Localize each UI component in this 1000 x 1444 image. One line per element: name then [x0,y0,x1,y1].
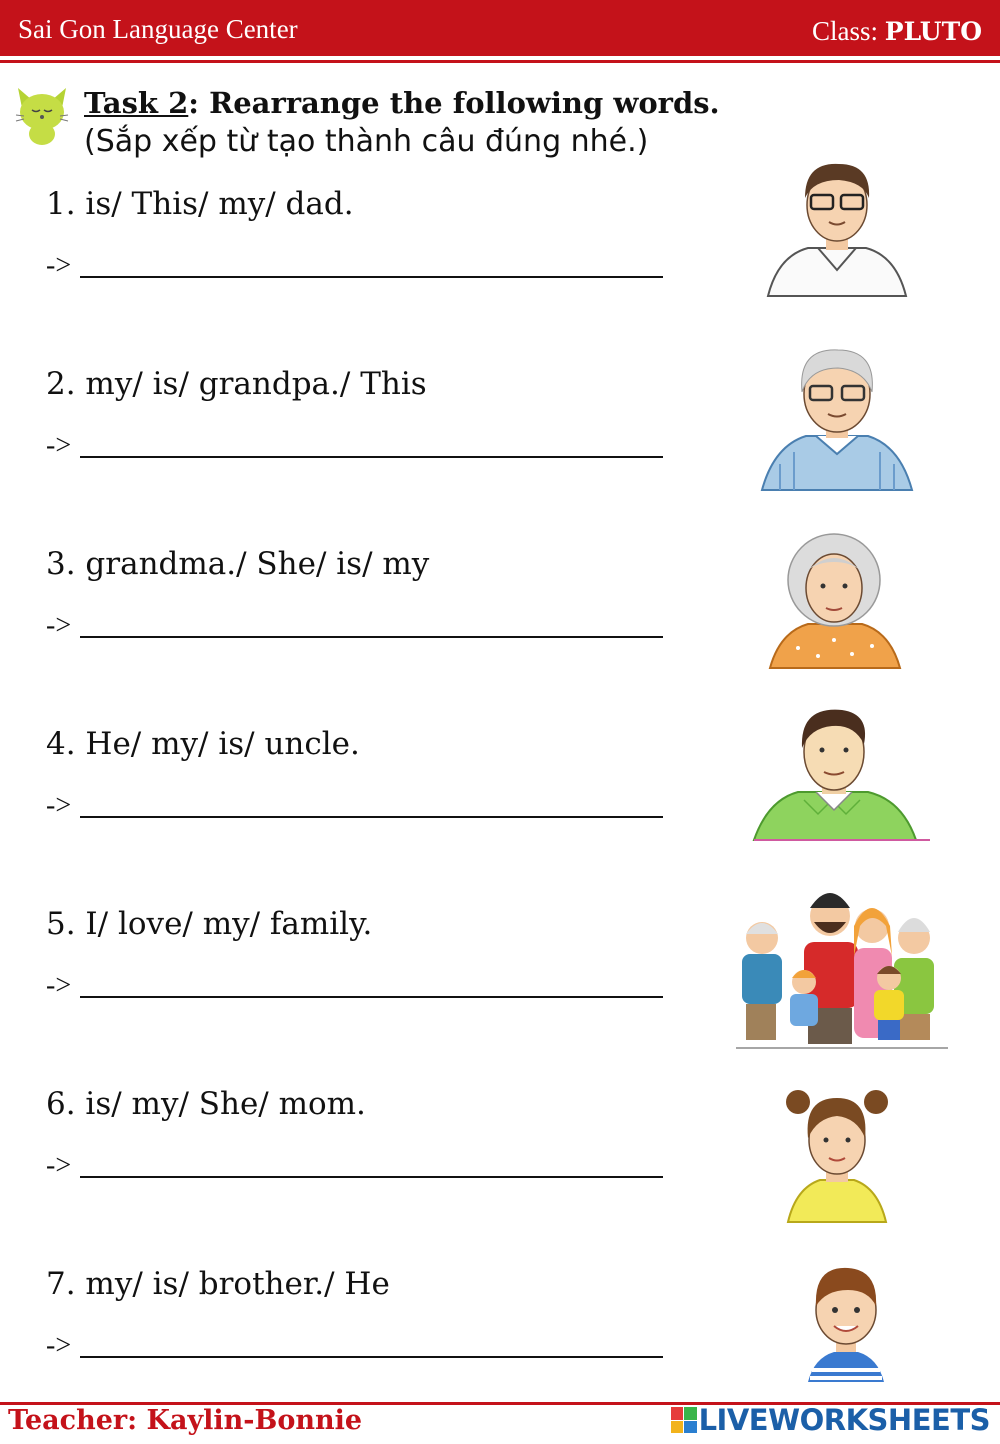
answer-line-4[interactable] [80,816,663,818]
class-prefix: Class: [812,16,885,46]
answer-line-2[interactable] [80,456,663,458]
question-5: 5. I/ love/ my/ family. [46,906,373,942]
answer-arrow-2: -> [46,430,72,461]
task-instruction: : Rearrange the following words. [188,86,720,120]
task-title [84,86,720,120]
answer-arrow-7: -> [46,1330,72,1361]
teacher-name: Teacher: Kaylin-Bonnie [8,1405,363,1436]
answer-arrow-1: -> [46,250,72,281]
answer-line-6[interactable] [80,1176,663,1178]
question-3: 3. grandma./ She/ is/ my [46,546,430,582]
answer-line-7[interactable] [80,1356,663,1358]
header-bar [0,0,1000,56]
liveworksheets-text: LIVEWORKSHEETS [698,1403,990,1437]
task-subtitle: (Sắp xếp từ tạo thành câu đúng nhé.) [84,124,649,159]
uncle-icon [752,704,932,844]
cat-mascot-icon [12,84,72,146]
question-1: 1. is/ This/ my/ dad. [46,186,354,222]
answer-line-5[interactable] [80,996,663,998]
answer-arrow-6: -> [46,1150,72,1181]
answer-line-3[interactable] [80,636,663,638]
dad-icon [766,160,908,298]
grandma-icon [768,530,902,670]
question-2: 2. my/ is/ grandpa./ This [46,366,427,402]
answer-arrow-5: -> [46,970,72,1001]
grandpa-icon [760,344,914,492]
question-6: 6. is/ my/ She/ mom. [46,1086,366,1122]
answer-arrow-3: -> [46,610,72,641]
answer-line-1[interactable] [80,276,663,278]
family-icon [734,878,950,1052]
header-divider [0,60,1000,63]
brother-icon [804,1264,888,1384]
mom-icon [784,1088,890,1224]
liveworksheets-logo-icon [671,1407,697,1433]
class-name: PLUTO [884,17,982,46]
answer-arrow-4: -> [46,790,72,821]
center-name: Sai Gon Language Center [18,14,298,44]
liveworksheets-brand[interactable] [671,1402,990,1438]
question-7: 7. my/ is/ brother./ He [46,1266,390,1302]
class-label [812,16,982,47]
question-4: 4. He/ my/ is/ uncle. [46,726,360,762]
task-number: Task 2 [84,86,189,120]
